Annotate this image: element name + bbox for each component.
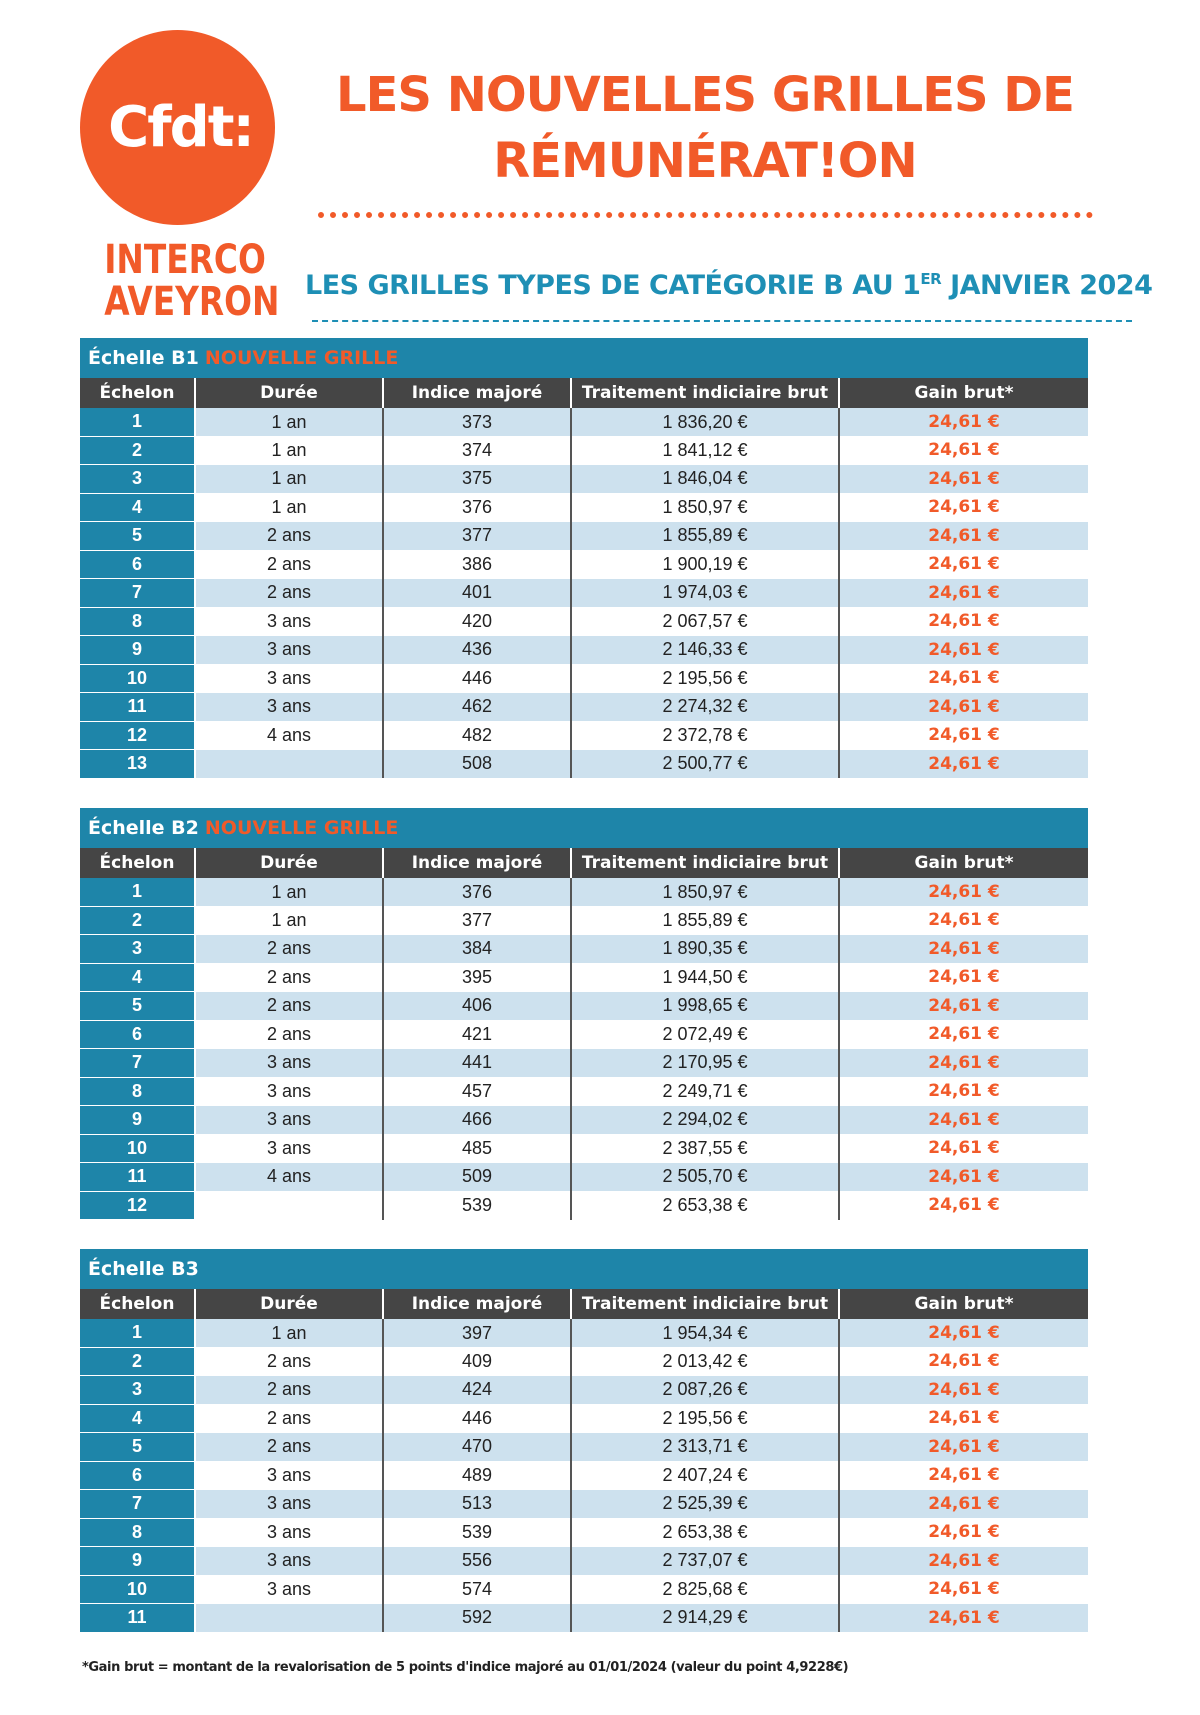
col-duree-cell: 1 an xyxy=(195,906,383,935)
col-indice-cell: 482 xyxy=(383,721,571,750)
col-duree-cell: 3 ans xyxy=(195,1134,383,1163)
col-gain-cell: 24,61 € xyxy=(839,721,1088,750)
col-traitement-cell: 1 836,20 € xyxy=(571,408,839,436)
col-echelon-cell: 9 xyxy=(80,1547,195,1576)
col-indice-cell: 592 xyxy=(383,1604,571,1633)
col-indice-cell: 377 xyxy=(383,522,571,551)
col-traitement-cell: 1 841,12 € xyxy=(571,436,839,465)
table-row xyxy=(80,935,1088,964)
col-indice-cell: 509 xyxy=(383,1163,571,1192)
col-traitement-cell: 2 146,33 € xyxy=(571,636,839,665)
dotted-divider xyxy=(318,212,1093,218)
table-row xyxy=(80,493,1088,522)
col-traitement-cell: 1 855,89 € xyxy=(571,906,839,935)
table-row xyxy=(80,664,1088,693)
col-traitement-cell: 2 313,71 € xyxy=(571,1433,839,1462)
col-traitement-cell: 2 653,38 € xyxy=(571,1518,839,1547)
table-header-row xyxy=(80,1289,1088,1319)
col-traitement-cell: 2 274,32 € xyxy=(571,693,839,722)
col-echelon-cell: 9 xyxy=(80,636,195,665)
grille-title-bar xyxy=(80,1249,1088,1289)
col-gain-cell: 24,61 € xyxy=(839,522,1088,551)
col-echelon-cell: 2 xyxy=(80,1347,195,1376)
col-echelon-cell: 8 xyxy=(80,1077,195,1106)
col-duree-cell: 4 ans xyxy=(195,1163,383,1192)
table-header-row xyxy=(80,848,1088,878)
col-duree-cell: 3 ans xyxy=(195,664,383,693)
table-row xyxy=(80,1163,1088,1192)
col-indice-cell: 376 xyxy=(383,878,571,906)
col-indice-cell: 446 xyxy=(383,664,571,693)
col-duree-cell: 2 ans xyxy=(195,963,383,992)
col-duree-cell: 3 ans xyxy=(195,693,383,722)
salary-table xyxy=(80,378,1088,779)
table-row xyxy=(80,1433,1088,1462)
col-echelon-cell: 3 xyxy=(80,935,195,964)
table-row xyxy=(80,1049,1088,1078)
col-indice-cell: 436 xyxy=(383,636,571,665)
col-indice-header: Indice majoré xyxy=(383,848,571,878)
table-row xyxy=(80,878,1088,906)
page-title xyxy=(320,62,1090,194)
col-indice-cell: 513 xyxy=(383,1490,571,1519)
col-traitement-cell: 2 914,29 € xyxy=(571,1604,839,1633)
col-echelon-cell: 6 xyxy=(80,1461,195,1490)
col-indice-cell: 574 xyxy=(383,1575,571,1604)
col-duree-cell: 2 ans xyxy=(195,1020,383,1049)
col-gain-cell: 24,61 € xyxy=(839,750,1088,779)
col-gain-cell: 24,61 € xyxy=(839,1547,1088,1576)
col-indice-cell: 406 xyxy=(383,992,571,1021)
table-row xyxy=(80,636,1088,665)
col-traitement-cell: 2 372,78 € xyxy=(571,721,839,750)
table-row xyxy=(80,465,1088,494)
col-duree-cell: 3 ans xyxy=(195,1106,383,1135)
col-duree-header: Durée xyxy=(195,848,383,878)
col-duree-cell: 3 ans xyxy=(195,1547,383,1576)
col-indice-cell: 421 xyxy=(383,1020,571,1049)
table-row xyxy=(80,1575,1088,1604)
col-traitement-cell: 2 737,07 € xyxy=(571,1547,839,1576)
col-duree-cell xyxy=(195,750,383,779)
col-indice-cell: 376 xyxy=(383,493,571,522)
col-gain-cell: 24,61 € xyxy=(839,1106,1088,1135)
col-duree-cell: 1 an xyxy=(195,878,383,906)
col-duree-cell: 2 ans xyxy=(195,992,383,1021)
table-row xyxy=(80,963,1088,992)
col-traitement-cell: 2 067,57 € xyxy=(571,607,839,636)
col-echelon-cell: 5 xyxy=(80,992,195,1021)
col-echelon-cell: 3 xyxy=(80,1376,195,1405)
col-gain-cell: 24,61 € xyxy=(839,1134,1088,1163)
col-traitement-cell: 1 846,04 € xyxy=(571,465,839,494)
col-duree-cell: 2 ans xyxy=(195,522,383,551)
col-traitement-cell: 2 825,68 € xyxy=(571,1575,839,1604)
col-duree-cell xyxy=(195,1604,383,1633)
col-traitement-header: Traitement indiciaire brut xyxy=(571,1289,839,1319)
col-duree-cell: 1 an xyxy=(195,1319,383,1347)
col-indice-header: Indice majoré xyxy=(383,378,571,408)
table-row xyxy=(80,992,1088,1021)
col-echelon-cell: 8 xyxy=(80,607,195,636)
col-duree-cell xyxy=(195,1191,383,1220)
col-duree-cell: 1 an xyxy=(195,436,383,465)
table-row xyxy=(80,436,1088,465)
col-traitement-cell: 2 407,24 € xyxy=(571,1461,839,1490)
col-indice-cell: 446 xyxy=(383,1404,571,1433)
col-gain-cell: 24,61 € xyxy=(839,607,1088,636)
table-row xyxy=(80,408,1088,436)
col-traitement-cell: 1 954,34 € xyxy=(571,1319,839,1347)
col-gain-cell: 24,61 € xyxy=(839,906,1088,935)
col-traitement-cell: 2 072,49 € xyxy=(571,1020,839,1049)
col-gain-cell: 24,61 € xyxy=(839,1518,1088,1547)
col-duree-cell: 2 ans xyxy=(195,1376,383,1405)
grille-tag: NOUVELLE GRILLE xyxy=(204,817,399,839)
col-traitement-cell: 1 944,50 € xyxy=(571,963,839,992)
col-traitement-cell: 1 900,19 € xyxy=(571,550,839,579)
col-traitement-cell: 1 998,65 € xyxy=(571,992,839,1021)
table-row xyxy=(80,1461,1088,1490)
table-row xyxy=(80,1547,1088,1576)
col-gain-cell: 24,61 € xyxy=(839,1191,1088,1220)
col-gain-cell: 24,61 € xyxy=(839,935,1088,964)
table-row xyxy=(80,1404,1088,1433)
col-indice-cell: 395 xyxy=(383,963,571,992)
col-traitement-cell: 2 294,02 € xyxy=(571,1106,839,1135)
table-row xyxy=(80,1134,1088,1163)
col-echelon-cell: 12 xyxy=(80,1191,195,1220)
col-duree-cell: 3 ans xyxy=(195,636,383,665)
col-echelon-header: Échelon xyxy=(80,1289,195,1319)
table-row xyxy=(80,721,1088,750)
col-traitement-cell: 2 195,56 € xyxy=(571,1404,839,1433)
grille-b1 xyxy=(80,338,1088,779)
col-duree-cell: 1 an xyxy=(195,465,383,494)
col-echelon-cell: 1 xyxy=(80,878,195,906)
col-gain-header: Gain brut* xyxy=(839,848,1088,878)
col-indice-cell: 384 xyxy=(383,935,571,964)
col-traitement-cell: 1 974,03 € xyxy=(571,579,839,608)
col-gain-cell: 24,61 € xyxy=(839,1575,1088,1604)
col-indice-cell: 377 xyxy=(383,906,571,935)
table-row xyxy=(80,693,1088,722)
col-echelon-cell: 11 xyxy=(80,1604,195,1633)
col-traitement-cell: 2 249,71 € xyxy=(571,1077,839,1106)
col-traitement-cell: 2 505,70 € xyxy=(571,1163,839,1192)
col-duree-cell: 3 ans xyxy=(195,1461,383,1490)
col-gain-cell: 24,61 € xyxy=(839,408,1088,436)
col-gain-header: Gain brut* xyxy=(839,1289,1088,1319)
salary-table xyxy=(80,1289,1088,1633)
col-duree-header: Durée xyxy=(195,1289,383,1319)
col-echelon-cell: 8 xyxy=(80,1518,195,1547)
col-indice-cell: 397 xyxy=(383,1319,571,1347)
col-duree-cell: 1 an xyxy=(195,493,383,522)
col-indice-cell: 441 xyxy=(383,1049,571,1078)
col-echelon-header: Échelon xyxy=(80,848,195,878)
col-duree-cell: 2 ans xyxy=(195,1404,383,1433)
col-echelon-cell: 2 xyxy=(80,436,195,465)
table-row xyxy=(80,1106,1088,1135)
col-echelon-header: Échelon xyxy=(80,378,195,408)
table-row xyxy=(80,607,1088,636)
col-indice-cell: 539 xyxy=(383,1191,571,1220)
col-gain-cell: 24,61 € xyxy=(839,1376,1088,1405)
table-row xyxy=(80,550,1088,579)
logo-wordmark: Cfdt: xyxy=(108,95,253,160)
col-indice-header: Indice majoré xyxy=(383,1289,571,1319)
col-duree-cell: 3 ans xyxy=(195,1490,383,1519)
table-row xyxy=(80,1191,1088,1220)
col-traitement-cell: 2 170,95 € xyxy=(571,1049,839,1078)
col-duree-cell: 4 ans xyxy=(195,721,383,750)
grille-name: Échelle B1 xyxy=(88,347,199,369)
col-gain-cell: 24,61 € xyxy=(839,1604,1088,1633)
grille-name: Échelle B2 xyxy=(88,817,199,839)
col-traitement-cell: 1 850,97 € xyxy=(571,878,839,906)
table-header-row xyxy=(80,378,1088,408)
salary-table xyxy=(80,848,1088,1220)
col-duree-header: Durée xyxy=(195,378,383,408)
col-gain-cell: 24,61 € xyxy=(839,1163,1088,1192)
col-indice-cell: 386 xyxy=(383,550,571,579)
subtitle-superscript: ER xyxy=(920,270,942,288)
col-gain-cell: 24,61 € xyxy=(839,963,1088,992)
col-gain-cell: 24,61 € xyxy=(839,1490,1088,1519)
col-traitement-header: Traitement indiciaire brut xyxy=(571,848,839,878)
col-traitement-header: Traitement indiciaire brut xyxy=(571,378,839,408)
col-indice-cell: 457 xyxy=(383,1077,571,1106)
col-duree-cell: 2 ans xyxy=(195,935,383,964)
col-gain-cell: 24,61 € xyxy=(839,436,1088,465)
col-gain-cell: 24,61 € xyxy=(839,465,1088,494)
col-indice-cell: 373 xyxy=(383,408,571,436)
col-indice-cell: 462 xyxy=(383,693,571,722)
grille-tag: NOUVELLE GRILLE xyxy=(204,347,399,369)
col-gain-header: Gain brut* xyxy=(839,378,1088,408)
col-indice-cell: 485 xyxy=(383,1134,571,1163)
col-traitement-cell: 1 850,97 € xyxy=(571,493,839,522)
table-row xyxy=(80,1319,1088,1347)
col-echelon-cell: 11 xyxy=(80,693,195,722)
col-echelon-cell: 1 xyxy=(80,408,195,436)
col-echelon-cell: 10 xyxy=(80,1134,195,1163)
grille-title-bar xyxy=(80,808,1088,848)
col-indice-cell: 374 xyxy=(383,436,571,465)
col-gain-cell: 24,61 € xyxy=(839,550,1088,579)
table-row xyxy=(80,1518,1088,1547)
cfdt-logo xyxy=(80,30,275,225)
col-indice-cell: 409 xyxy=(383,1347,571,1376)
col-duree-cell: 3 ans xyxy=(195,1575,383,1604)
col-gain-cell: 24,61 € xyxy=(839,693,1088,722)
logo-line-interco: INTERCO xyxy=(104,237,266,283)
col-duree-cell: 2 ans xyxy=(195,579,383,608)
col-echelon-cell: 7 xyxy=(80,1049,195,1078)
grille-name: Échelle B3 xyxy=(88,1258,199,1280)
table-row xyxy=(80,1020,1088,1049)
col-echelon-cell: 3 xyxy=(80,465,195,494)
table-row xyxy=(80,522,1088,551)
col-indice-cell: 489 xyxy=(383,1461,571,1490)
title-line-2: RÉMUNÉRAT!ON xyxy=(493,133,917,189)
footnote: *Gain brut = montant de la revalorisation de 5 points d'indice majoré au 01/01/2024 (valeur du point 4,9228€) xyxy=(82,1660,849,1675)
col-duree-cell: 2 ans xyxy=(195,1433,383,1462)
table-row xyxy=(80,1376,1088,1405)
col-echelon-cell: 9 xyxy=(80,1106,195,1135)
table-row xyxy=(80,1604,1088,1633)
dashed-divider xyxy=(312,320,1132,322)
title-line-1: LES NOUVELLES GRILLES DE xyxy=(336,67,1074,123)
col-gain-cell: 24,61 € xyxy=(839,1433,1088,1462)
col-indice-cell: 508 xyxy=(383,750,571,779)
col-gain-cell: 24,61 € xyxy=(839,1461,1088,1490)
col-echelon-cell: 10 xyxy=(80,1575,195,1604)
grille-b2 xyxy=(80,808,1088,1220)
page-subtitle xyxy=(305,270,1153,301)
col-gain-cell: 24,61 € xyxy=(839,1049,1088,1078)
col-traitement-cell: 2 653,38 € xyxy=(571,1191,839,1220)
col-echelon-cell: 10 xyxy=(80,664,195,693)
col-duree-cell: 3 ans xyxy=(195,1518,383,1547)
col-traitement-cell: 2 387,55 € xyxy=(571,1134,839,1163)
logo-line-aveyron: AVEYRON xyxy=(104,279,280,325)
col-gain-cell: 24,61 € xyxy=(839,579,1088,608)
col-echelon-cell: 1 xyxy=(80,1319,195,1347)
col-echelon-cell: 7 xyxy=(80,1490,195,1519)
col-duree-cell: 2 ans xyxy=(195,1347,383,1376)
col-echelon-cell: 5 xyxy=(80,522,195,551)
col-gain-cell: 24,61 € xyxy=(839,636,1088,665)
table-row xyxy=(80,906,1088,935)
table-row xyxy=(80,1490,1088,1519)
col-echelon-cell: 4 xyxy=(80,493,195,522)
col-traitement-cell: 1 890,35 € xyxy=(571,935,839,964)
col-gain-cell: 24,61 € xyxy=(839,1319,1088,1347)
col-gain-cell: 24,61 € xyxy=(839,1404,1088,1433)
subtitle-main: LES GRILLES TYPES DE CATÉGORIE B AU 1 xyxy=(305,270,921,301)
col-indice-cell: 556 xyxy=(383,1547,571,1576)
col-gain-cell: 24,61 € xyxy=(839,664,1088,693)
table-row xyxy=(80,1347,1088,1376)
col-indice-cell: 539 xyxy=(383,1518,571,1547)
grille-b3 xyxy=(80,1249,1088,1633)
col-indice-cell: 470 xyxy=(383,1433,571,1462)
col-duree-cell: 3 ans xyxy=(195,1049,383,1078)
col-duree-cell: 3 ans xyxy=(195,1077,383,1106)
col-indice-cell: 375 xyxy=(383,465,571,494)
col-indice-cell: 466 xyxy=(383,1106,571,1135)
grille-title-bar xyxy=(80,338,1088,378)
col-echelon-cell: 6 xyxy=(80,1020,195,1049)
col-indice-cell: 424 xyxy=(383,1376,571,1405)
col-indice-cell: 401 xyxy=(383,579,571,608)
col-echelon-cell: 4 xyxy=(80,1404,195,1433)
subtitle-end: JANVIER 2024 xyxy=(941,270,1153,301)
col-gain-cell: 24,61 € xyxy=(839,992,1088,1021)
table-row xyxy=(80,750,1088,779)
col-echelon-cell: 13 xyxy=(80,750,195,779)
col-echelon-cell: 5 xyxy=(80,1433,195,1462)
col-duree-cell: 2 ans xyxy=(195,550,383,579)
col-gain-cell: 24,61 € xyxy=(839,1347,1088,1376)
col-gain-cell: 24,61 € xyxy=(839,878,1088,906)
table-row xyxy=(80,1077,1088,1106)
col-traitement-cell: 2 525,39 € xyxy=(571,1490,839,1519)
col-duree-cell: 1 an xyxy=(195,408,383,436)
col-echelon-cell: 4 xyxy=(80,963,195,992)
col-echelon-cell: 11 xyxy=(80,1163,195,1192)
col-traitement-cell: 2 013,42 € xyxy=(571,1347,839,1376)
col-traitement-cell: 2 195,56 € xyxy=(571,664,839,693)
col-traitement-cell: 1 855,89 € xyxy=(571,522,839,551)
table-row xyxy=(80,579,1088,608)
col-echelon-cell: 7 xyxy=(80,579,195,608)
col-echelon-cell: 2 xyxy=(80,906,195,935)
col-gain-cell: 24,61 € xyxy=(839,1077,1088,1106)
col-gain-cell: 24,61 € xyxy=(839,493,1088,522)
col-traitement-cell: 2 087,26 € xyxy=(571,1376,839,1405)
col-duree-cell: 3 ans xyxy=(195,607,383,636)
col-gain-cell: 24,61 € xyxy=(839,1020,1088,1049)
col-indice-cell: 420 xyxy=(383,607,571,636)
col-traitement-cell: 2 500,77 € xyxy=(571,750,839,779)
col-echelon-cell: 12 xyxy=(80,721,195,750)
col-echelon-cell: 6 xyxy=(80,550,195,579)
